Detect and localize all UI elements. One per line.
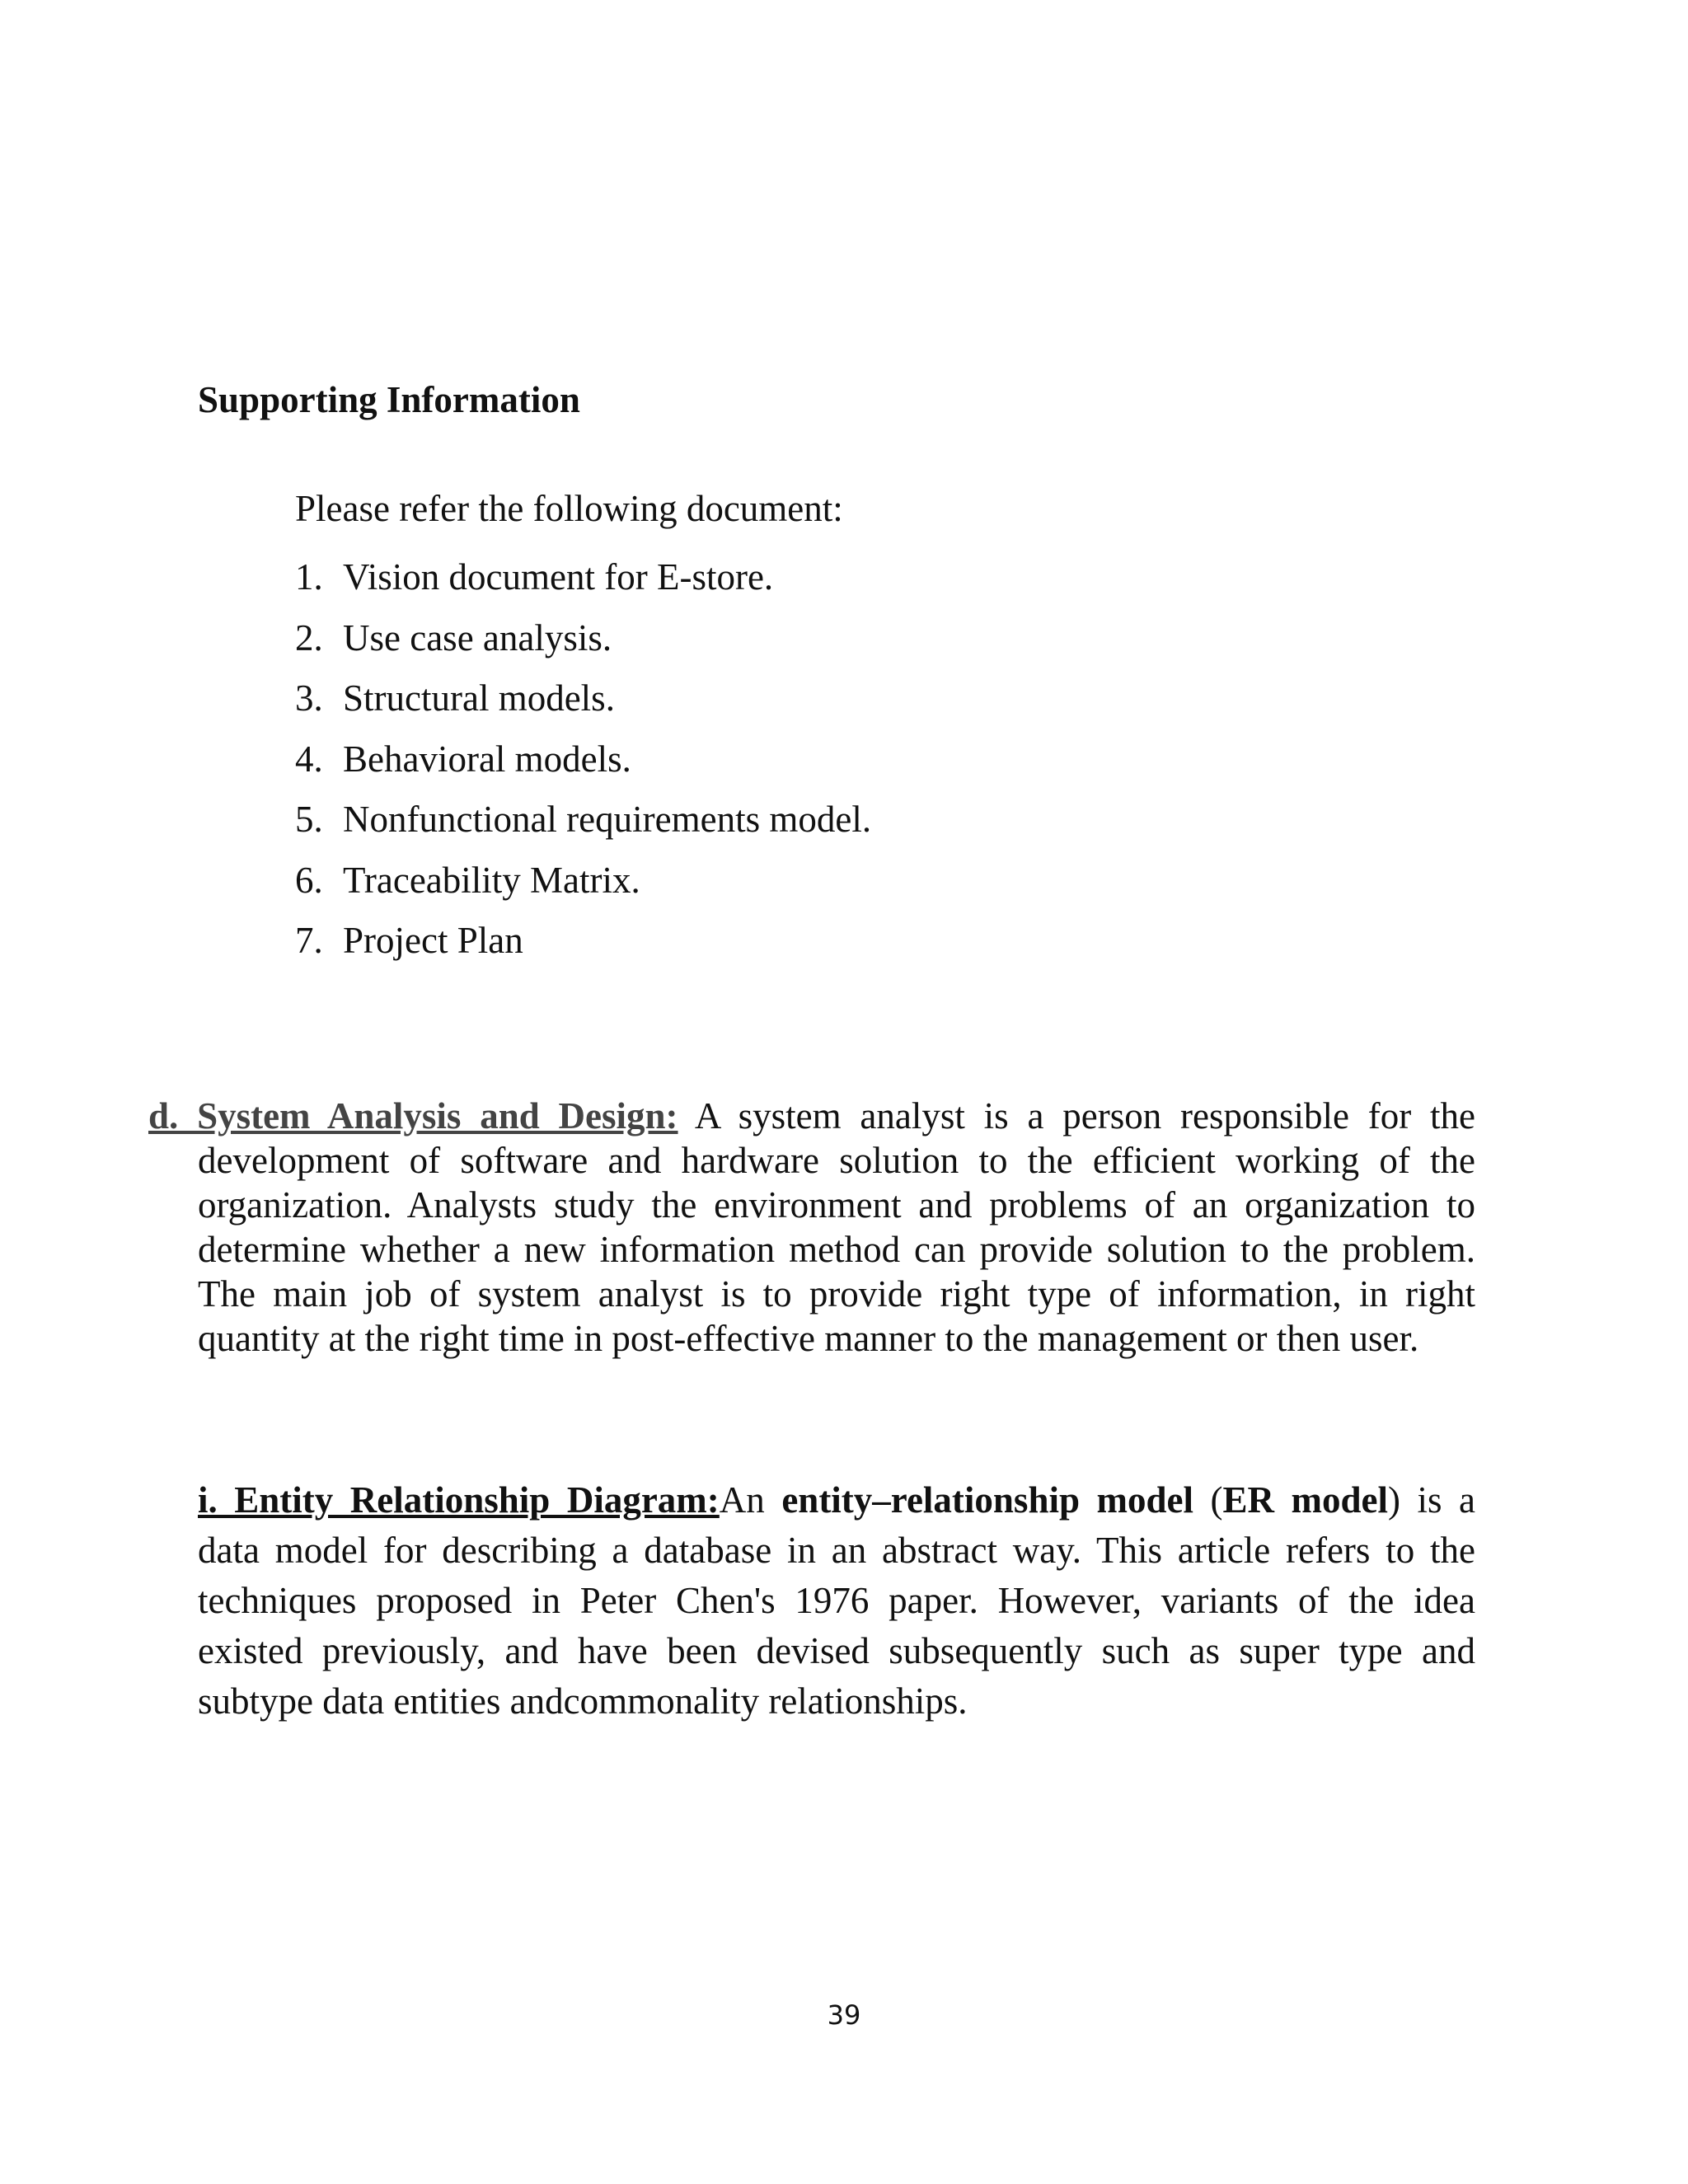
list-item-number: 6. [295, 859, 323, 901]
list-item [295, 729, 871, 790]
list-item-number: 5. [295, 799, 323, 840]
er-diagram-heading: i. Entity Relationship Diagram: [198, 1479, 720, 1521]
list-item [295, 608, 871, 669]
list-item [295, 547, 871, 608]
system-analysis-heading: d. System Analysis and Design: [148, 1095, 678, 1137]
list-item-number: 3. [295, 677, 323, 719]
list-item-text: Use case analysis. [343, 616, 612, 658]
reference-intro: Please refer the following document: [295, 488, 843, 529]
er-diagram-body: ) is a data model for describing a database in an abstract way. This article refers to the techniques proposed in Peter Chen's 1976 paper. However, variants of the idea existed previously, and have been devised subsequently such as super type and subtype data entities andcommonality relationships. [198, 1479, 1475, 1722]
list-item-number: 4. [295, 738, 323, 780]
list-item-text: Project Plan [343, 920, 523, 961]
er-model-term: entity–relationship model [781, 1479, 1193, 1521]
list-item-number: 7. [295, 920, 323, 961]
list-item-text: Nonfunctional requirements model. [343, 799, 872, 840]
supporting-information-heading: Supporting Information [198, 379, 580, 420]
list-item-text: Behavioral models. [343, 738, 631, 780]
page-number: 39 [827, 1999, 861, 2031]
reference-list [295, 547, 871, 972]
system-analysis-paragraph [148, 1094, 1475, 1361]
list-item-text: Traceability Matrix. [343, 859, 640, 901]
list-item [295, 911, 871, 972]
system-analysis-body: A system analyst is a person responsible for the development of software and hardware solution to the efficient working of the organization. Analysts study the environment and problems of an organization to determine whether a new information method can provide solution to the problem. The main job of system analyst is to provide right type of information, in right quantity at the right time in post-effective manner to the management or then user. [198, 1095, 1475, 1359]
list-item [295, 668, 871, 729]
list-item [295, 851, 871, 912]
er-model-abbreviation: ER model [1222, 1479, 1389, 1521]
list-item-number: 1. [295, 556, 323, 598]
er-diagram-paren-open: ( [1193, 1479, 1223, 1521]
er-diagram-paragraph [198, 1475, 1475, 1727]
er-diagram-lead: An [719, 1479, 782, 1521]
list-item [295, 790, 871, 851]
list-item-text: Structural models. [343, 677, 615, 719]
list-item-text: Vision document for E-store. [343, 556, 774, 598]
list-item-number: 2. [295, 616, 323, 658]
